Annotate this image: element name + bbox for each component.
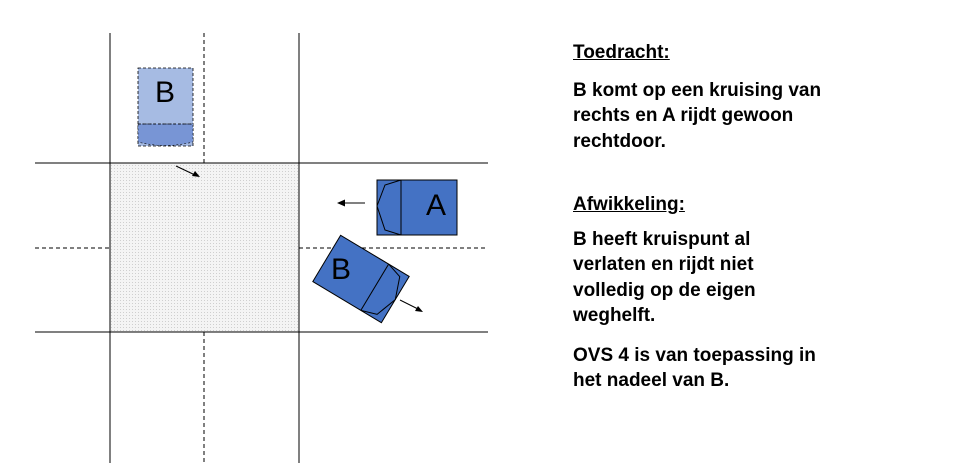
- toedracht-line: rechts en A rijdt gewoon: [573, 105, 794, 126]
- afwikkeling-line: B heeft kruispunt al: [573, 228, 751, 250]
- afwikkeling-heading: Afwikkeling:: [573, 194, 685, 215]
- description-panel: [573, 40, 953, 394]
- intersection-area: [110, 163, 299, 332]
- conclusion-line: het nadeel van B.: [573, 370, 730, 391]
- toedracht-line: B komt op een kruising van: [573, 79, 822, 101]
- afwikkeling-line: weghelft.: [573, 305, 656, 326]
- vehicle-b-final-direction-arrow: [400, 300, 423, 312]
- vehicle-b-initial: [138, 68, 193, 146]
- conclusion-text: [573, 343, 953, 394]
- vehicle-a-direction-arrow: [337, 200, 365, 207]
- vehicle-a-label: A: [425, 189, 447, 222]
- vehicle-b-initial-front: [138, 124, 193, 146]
- afwikkeling-line: volledig op de eigen: [573, 279, 756, 301]
- toedracht-heading: Toedracht:: [573, 42, 670, 63]
- toedracht-line: rechtdoor.: [573, 130, 666, 152]
- afwikkeling-text: [573, 227, 953, 329]
- vehicle-b-initial-label: B: [154, 76, 176, 109]
- afwikkeling-line: verlaten en rijdt niet: [573, 254, 754, 275]
- vehicle-a: [377, 180, 457, 235]
- vehicle-b-final-label: B: [330, 253, 352, 286]
- conclusion-line: OVS 4 is van toepassing in: [573, 344, 816, 366]
- toedracht-text: [573, 78, 953, 155]
